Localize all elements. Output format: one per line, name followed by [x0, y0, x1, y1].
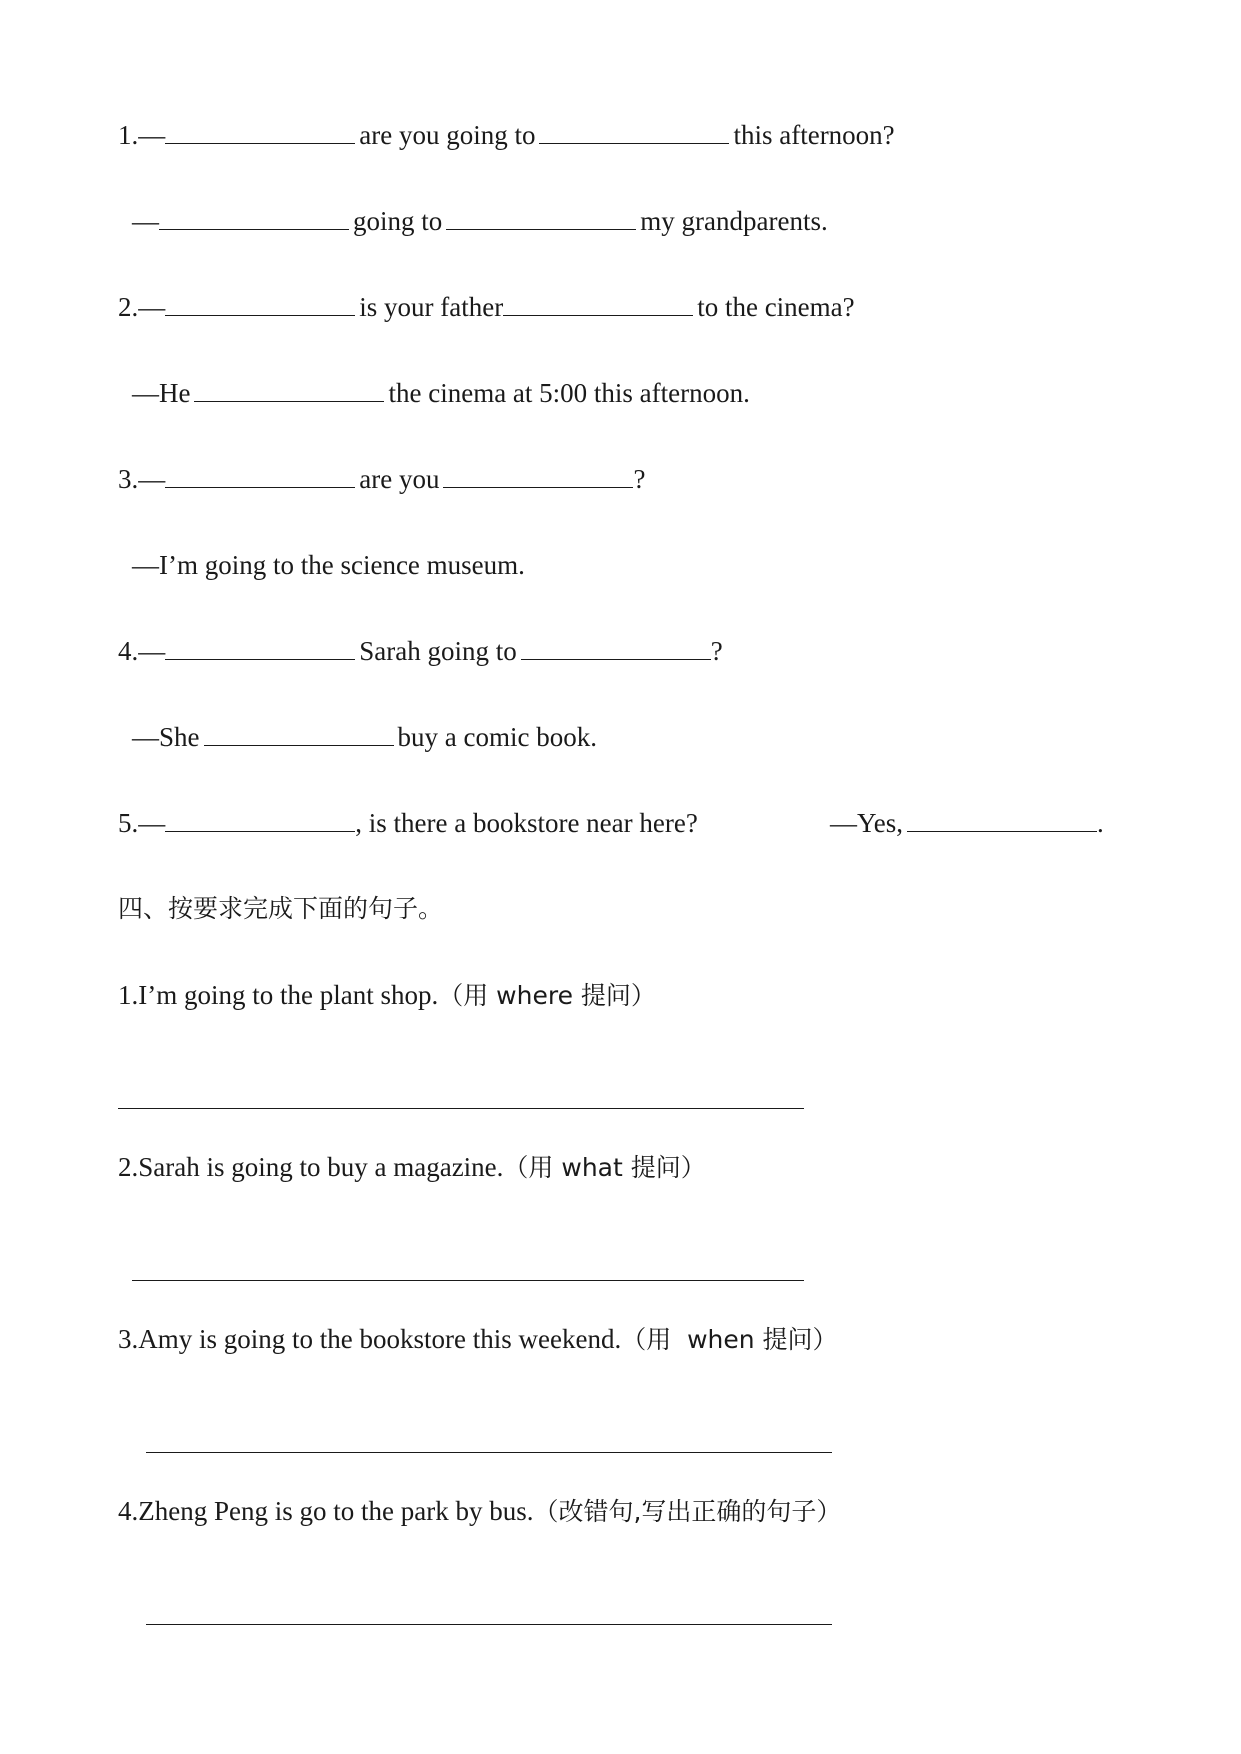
q2-answer-prefix: —He [132, 378, 191, 408]
q4-blank-1[interactable] [165, 637, 355, 660]
q2-answer [132, 376, 750, 410]
s4-item-3-answer-line[interactable] [146, 1452, 832, 1453]
q4-answer-prefix: —She [132, 722, 200, 752]
q5-answer-end: . [1097, 808, 1104, 838]
q1-text-1: are you going to [359, 120, 536, 150]
q1-answer-text-2: my grandparents. [640, 206, 828, 236]
s4-item-3 [118, 1322, 838, 1356]
s4-item-1-note: （用 where 提问） [438, 981, 656, 1010]
s4-item-4-text: 4.Zheng Peng is go to the park by bus. [118, 1496, 534, 1526]
q2-text-2: to the cinema? [697, 292, 855, 322]
q2-blank-1[interactable] [165, 293, 355, 316]
q3-text-1: are you [359, 464, 440, 494]
q1-text-2: this afternoon? [733, 120, 895, 150]
q1-answer-blank-2[interactable] [446, 207, 636, 230]
q3-answer-text: —I’m going to the science museum. [132, 550, 525, 580]
q3-blank-2[interactable] [443, 465, 633, 488]
s4-item-2-answer-line[interactable] [132, 1280, 804, 1281]
q1-blank-1[interactable] [165, 121, 355, 144]
s4-item-4-note: （改错句,写出正确的句子） [533, 1497, 842, 1526]
s4-item-3-text: 3.Amy is going to the bookstore this weekend. [118, 1324, 622, 1354]
q4-answer [132, 720, 597, 754]
q5-answer-blank-1[interactable] [907, 809, 1097, 832]
q3-text-2: ? [633, 464, 646, 494]
q1-answer-text-1: going to [353, 206, 443, 236]
s4-item-4-answer-line[interactable] [146, 1624, 832, 1625]
q1-question [118, 118, 895, 152]
q5-number: 5.— [118, 808, 166, 838]
s4-item-1 [118, 978, 656, 1012]
q1-answer-dash: — [132, 206, 159, 236]
q4-question [118, 634, 723, 668]
s4-item-1-text: 1.I’m going to the plant shop. [118, 980, 439, 1010]
q5-answer-prefix: —Yes, [830, 808, 904, 838]
q4-answer-blank-1[interactable] [204, 723, 394, 746]
q1-answer [132, 204, 828, 238]
q2-number: 2.— [118, 292, 166, 322]
s4-item-3-note: （用 when 提问） [621, 1325, 838, 1354]
s4-item-2-note: （用 what 提问） [503, 1153, 706, 1182]
q4-blank-2[interactable] [521, 637, 711, 660]
q3-number: 3.— [118, 464, 166, 494]
s4-item-4 [118, 1494, 841, 1528]
q2-answer-blank-1[interactable] [194, 379, 384, 402]
q4-text-2: ? [710, 636, 723, 666]
q2-question [118, 290, 855, 324]
q5-text-1: , is there a bookstore near here? [355, 808, 698, 838]
s4-item-2-text: 2.Sarah is going to buy a magazine. [118, 1152, 504, 1182]
s4-item-1-answer-line[interactable] [118, 1108, 804, 1109]
q3-blank-1[interactable] [165, 465, 355, 488]
q1-answer-blank-1[interactable] [159, 207, 349, 230]
q5-question [118, 806, 698, 840]
q3-question [118, 462, 645, 496]
q2-answer-text-1: the cinema at 5:00 this afternoon. [388, 378, 750, 408]
q4-number: 4.— [118, 636, 166, 666]
q1-blank-2[interactable] [539, 121, 729, 144]
section4-heading: 四、按要求完成下面的句子。 [118, 894, 444, 923]
q2-blank-2[interactable] [503, 293, 693, 316]
q3-answer [132, 548, 525, 582]
q1-number: 1.— [118, 120, 166, 150]
q2-text-1: is your father [359, 292, 504, 322]
q4-text-1: Sarah going to [359, 636, 517, 666]
q5-answer [830, 806, 1104, 840]
q5-blank-1[interactable] [165, 809, 355, 832]
s4-item-2 [118, 1150, 706, 1184]
q4-answer-text-1: buy a comic book. [397, 722, 597, 752]
